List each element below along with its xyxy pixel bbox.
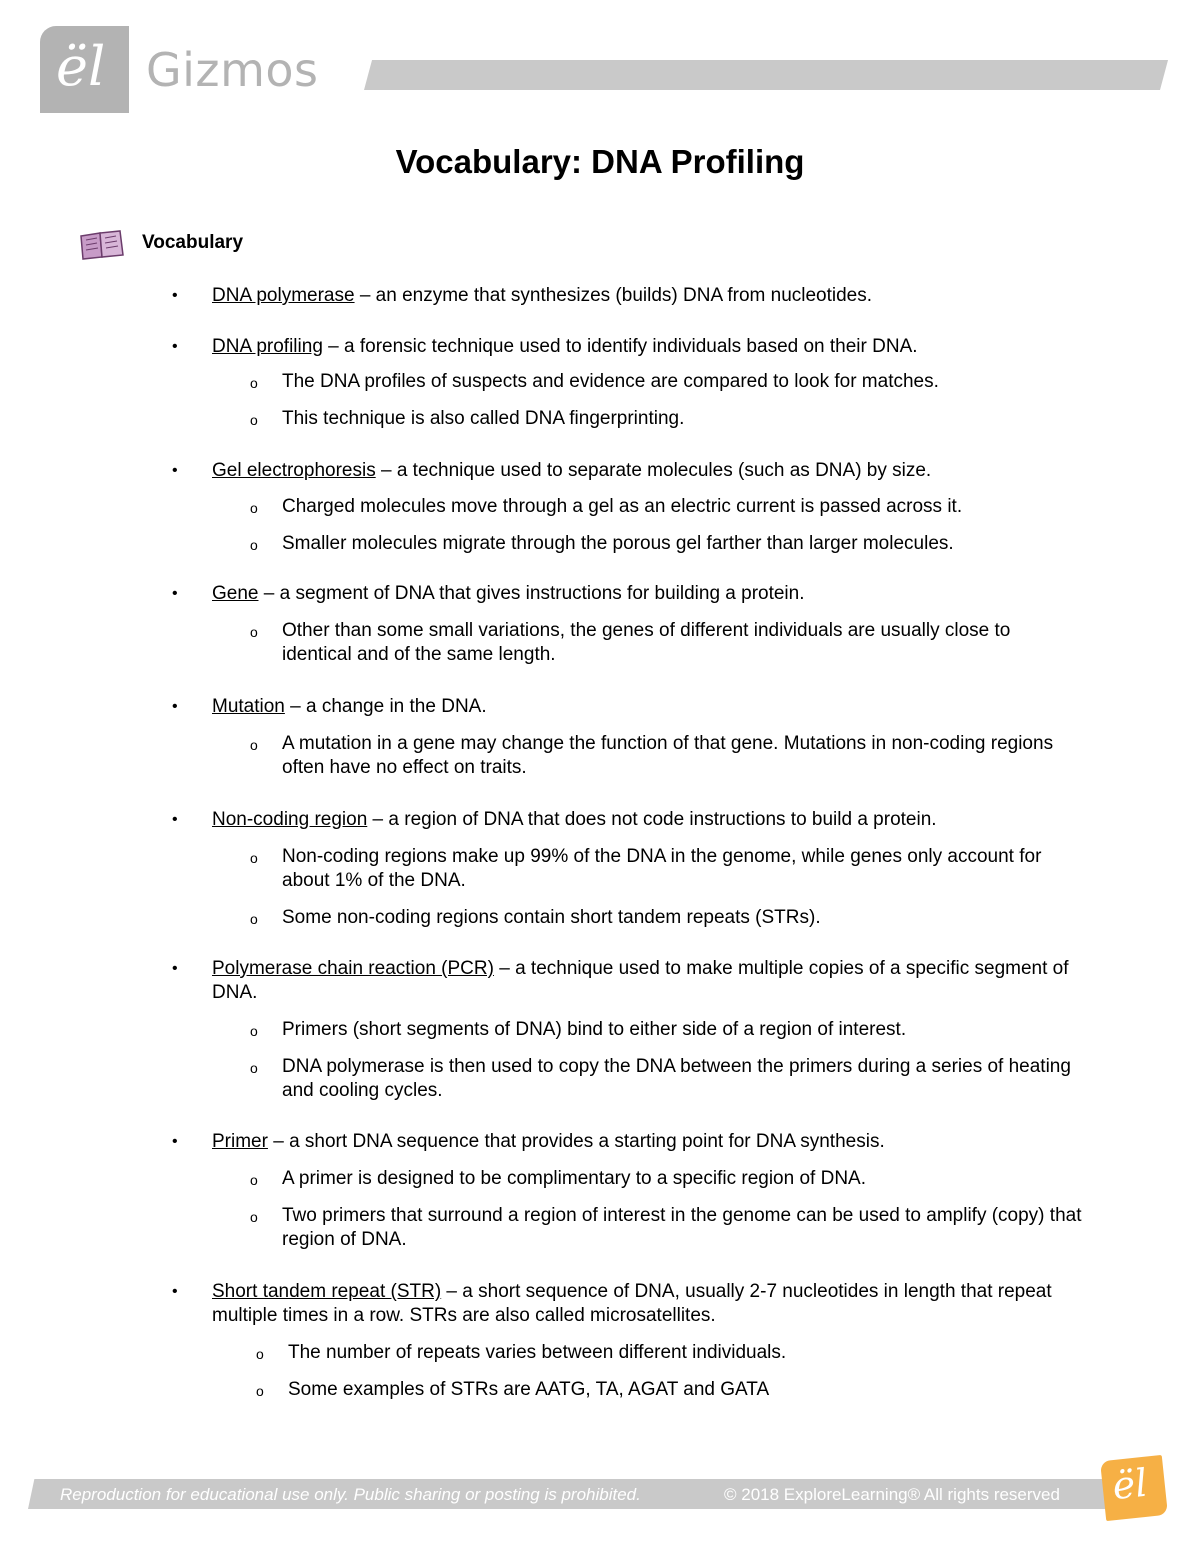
- term-definition: – a technique used to make multiple copies of a specific segment of DNA.: [212, 958, 1069, 1003]
- term-word: Polymerase chain reaction (PCR): [212, 958, 494, 979]
- term-definition: – a technique used to separate molecules (such as DNA) by size.: [375, 460, 932, 481]
- term-word: Primer: [212, 1131, 268, 1152]
- bullet-marker: •: [172, 1133, 178, 1150]
- term-word: DNA polymerase: [212, 285, 355, 306]
- explorelearning-logo: [1100, 1455, 1168, 1521]
- term-word: Non-coding region: [212, 809, 368, 830]
- sub-marker: o: [250, 850, 258, 866]
- sub-marker: o: [250, 624, 258, 640]
- vocabulary-label: Vocabulary: [142, 232, 244, 253]
- sub-marker: o: [250, 412, 258, 428]
- book-icon: [78, 230, 126, 260]
- term-definition: – a forensic technique used to identify individuals based on their DNA.: [322, 336, 918, 357]
- sub-marker: o: [250, 1172, 258, 1188]
- bullet-marker: •: [172, 698, 178, 715]
- bullet-marker: •: [172, 287, 178, 304]
- term-definition: – a region of DNA that does not code instructions to build a protein.: [367, 809, 937, 830]
- sub-marker: o: [250, 537, 258, 553]
- term-word: Gel electrophoresis: [212, 460, 376, 481]
- logo-mark: ël: [56, 35, 106, 98]
- bullet-marker: •: [172, 462, 178, 479]
- sub-marker: o: [250, 911, 258, 927]
- bullet-marker: •: [172, 1283, 178, 1300]
- term-definition: – a change in the DNA.: [284, 696, 487, 717]
- brand-name: Gizmos: [146, 43, 319, 97]
- header-bar: [364, 60, 1168, 90]
- term-word: Gene: [212, 583, 259, 604]
- sub-marker: o: [250, 1023, 258, 1039]
- term-definition: – an enzyme that synthesizes (builds) DNA from nucleotides.: [354, 285, 873, 306]
- footer-notice: Reproduction for educational use only. Public sharing or posting is prohibited.: [60, 1485, 641, 1504]
- page-title: Vocabulary: DNA Profiling: [395, 143, 805, 180]
- bullet-marker: •: [172, 585, 178, 602]
- sub-marker: o: [250, 1209, 258, 1225]
- term-definition: – a short DNA sequence that provides a starting point for DNA synthesis.: [267, 1131, 885, 1152]
- term-word: Mutation: [212, 696, 285, 717]
- sub-marker: o: [250, 375, 258, 391]
- sub-marker: o: [250, 737, 258, 753]
- sub-marker: o: [250, 500, 258, 516]
- bullet-marker: •: [172, 338, 178, 355]
- sub-marker: o: [256, 1383, 264, 1399]
- term-word: Short tandem repeat (STR): [212, 1281, 442, 1302]
- bullet-marker: •: [172, 811, 178, 828]
- sub-marker: o: [256, 1346, 264, 1362]
- footer-copyright: © 2018 ExploreLearning® All rights reserved: [724, 1485, 1060, 1504]
- sub-marker: o: [250, 1060, 258, 1076]
- term-definition: – a short sequence of DNA, usually 2-7 nucleotides in length that repeat multiple times in a row. STRs are also called microsatellites.: [212, 1281, 1052, 1326]
- term-word: DNA profiling: [212, 336, 323, 357]
- bullet-marker: •: [172, 960, 178, 977]
- gizmos-logo: [40, 26, 129, 113]
- footer-logo-mark: ël: [1110, 1460, 1150, 1509]
- term-definition: – a segment of DNA that gives instructions for building a protein.: [258, 583, 805, 604]
